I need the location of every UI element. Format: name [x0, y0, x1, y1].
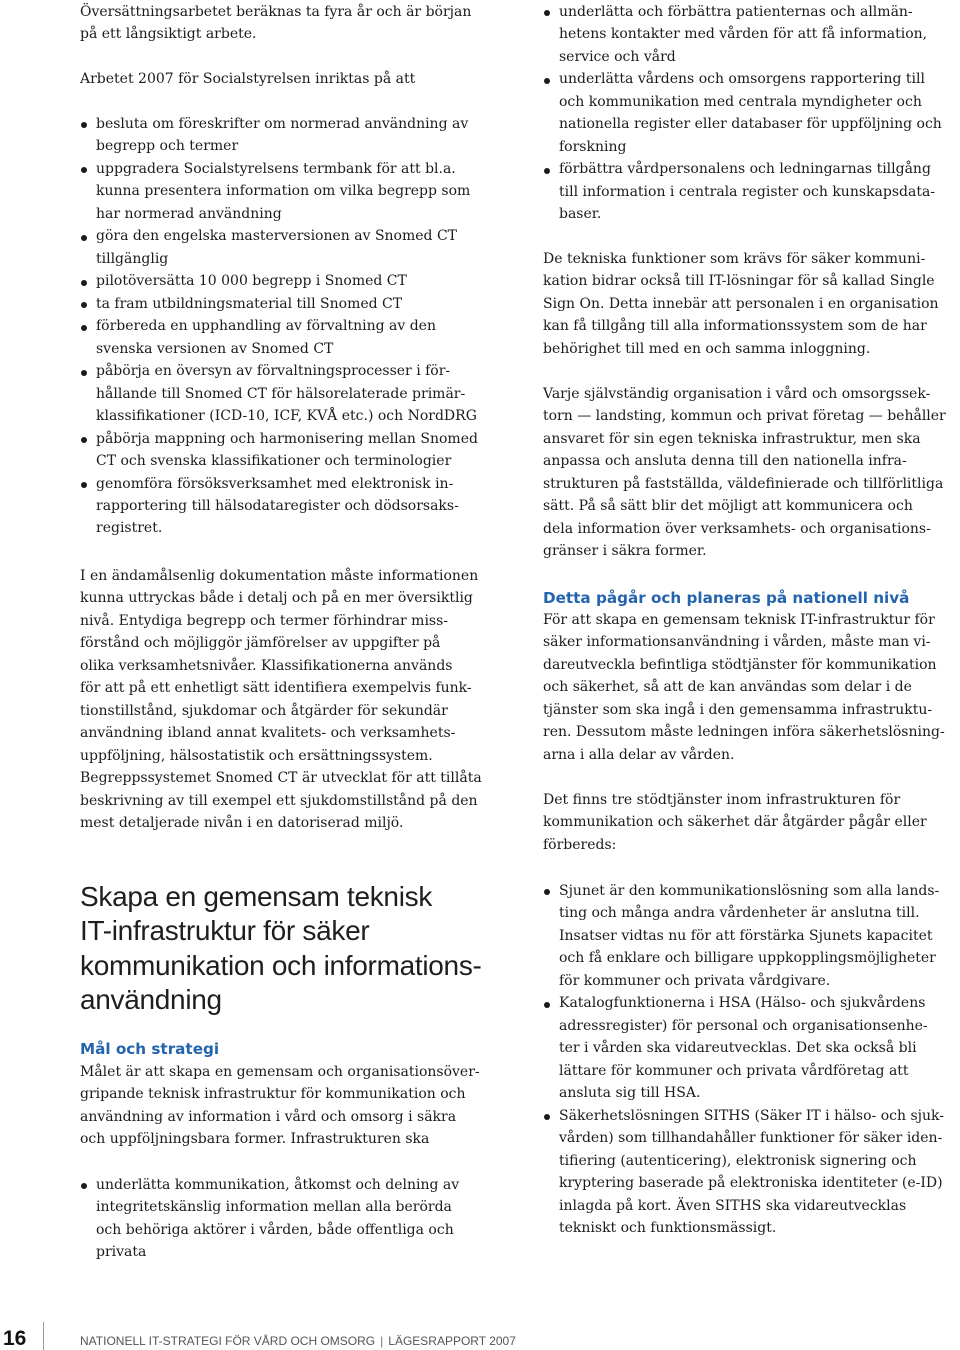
text-line: nationella register eller databaser för uppföljning och: [559, 116, 942, 133]
text-line: Sign On. Detta innebär att personalen i en organisation: [543, 295, 939, 312]
bullet-item: [543, 1105, 944, 1240]
text-line: besluta om föreskrifter om normerad användning av: [96, 116, 469, 132]
text-line: på ett långsiktigt arbete.: [80, 26, 257, 43]
bullet-item: [80, 473, 478, 540]
national-work-paragraph: [543, 609, 945, 766]
goals-bullet-list: [80, 1174, 459, 1264]
text-line: kommunikation och säkerhet där åtgärder pågår eller: [543, 814, 927, 831]
bullet-item: [80, 315, 478, 360]
text-line: registret.: [96, 520, 163, 537]
running-footer: [80, 1334, 516, 1348]
footer-separator: |: [380, 1334, 384, 1348]
bullet-item: [80, 360, 478, 427]
text-line: service och vård: [559, 48, 676, 65]
bullet-icon: [81, 235, 87, 241]
text-line: sätt. På så sätt blir det möjligt att kommunicera och: [543, 498, 913, 515]
text-line: Sjunet är den kommunikationslösning som alla lands-: [559, 883, 940, 899]
text-line: IT-infrastruktur för säker: [80, 915, 370, 947]
bullet-icon: [544, 10, 550, 16]
text-line: uppföljning, hälsostatistik och ersättningssystem.: [80, 747, 433, 764]
text-line: ren. Dessutom måste ledningen införa säkerhetslösning-: [543, 724, 945, 741]
text-line: förbereds:: [543, 836, 617, 853]
text-line: arna i alla delar av vården.: [543, 746, 735, 763]
text-line: användning: [80, 983, 222, 1015]
subheading-national-work: Detta pågår och planeras på nationell nivå: [543, 589, 910, 607]
text-line: hållande till Snomed CT för hälsorelaterade primär-: [96, 385, 466, 402]
text-line: vården) som tillhandahåller funktioner för säker iden-: [559, 1130, 943, 1147]
text-line: och säkerhet, så att de kan användas som delar i de: [543, 679, 912, 696]
bullet-item: [543, 1, 942, 68]
text-line: integritetskänslig information mellan alla berörda: [96, 1199, 452, 1216]
text-line: strukturen på fastställda, väldefinierade och tillförlitliga: [543, 475, 944, 492]
text-line: lättare för kommuner och privata vårdföretag att: [559, 1062, 909, 1079]
organisations-paragraph: [543, 383, 946, 563]
bullet-icon: [544, 78, 550, 84]
text-line: tjänster som ska ingå i den gemensamma infrastruktu-: [543, 701, 933, 718]
bullet-item: [543, 68, 942, 158]
text-line: dela information över verksamhets- och organisations-: [543, 520, 931, 537]
text-line: Begreppssystemet Snomed CT är utvecklat för att tillåta: [80, 770, 482, 787]
text-line: användning ibland annat kvalitets- och verksamhets-: [80, 725, 456, 742]
text-line: uppgradera Socialstyrelsens termbank för att bl.a.: [96, 160, 456, 177]
bullet-item: [80, 270, 478, 292]
text-line: förbereda en upphandling av förvaltning av den: [96, 318, 436, 335]
text-line: användning av information i vård och omsorg i säkra: [80, 1108, 457, 1125]
text-line: anpassa och ansluta denna till den nationella infra-: [543, 453, 907, 470]
text-line: tifiering (autenticering), elektronisk signering och: [559, 1152, 917, 1169]
text-line: klassifikationer (ICD-10, ICF, KVÅ etc.) och NordDRG: [96, 408, 477, 425]
report-name: LÄGESRAPPORT 2007: [388, 1334, 516, 1348]
bullet-item: [80, 225, 478, 270]
publication-title: NATIONELL IT-STRATEGI FÖR VÅRD OCH OMSORG: [80, 1334, 376, 1348]
intro-paragraph: [80, 1, 471, 46]
documentation-paragraph: [80, 565, 482, 835]
bullet-icon: [544, 889, 550, 895]
support-services-lead: [543, 789, 927, 856]
goals-bullet-list-continued: [543, 1, 942, 226]
text-line: Målet är att skapa en gemensam och organisationsöver-: [80, 1064, 480, 1080]
single-sign-on-paragraph: [543, 248, 939, 360]
text-line: svenska versionen av Snomed CT: [96, 340, 334, 357]
text-line: privata: [96, 1244, 147, 1261]
text-line: torn — landsting, kommun och privat företag — behåller: [543, 408, 946, 425]
bullet-icon: [81, 122, 87, 128]
text-line: förstånd och möjliggör jämförelser av uppgifter på: [80, 635, 441, 652]
text-line: och få enklare och billigare uppkopplingsmöjligheter: [559, 950, 936, 967]
text-line: adressregister) för personal och organisationsenhe-: [559, 1017, 928, 1034]
right-column: [543, 0, 957, 1300]
text-line: baser.: [559, 206, 602, 223]
text-line: kryptering baserade på elektroniska identiteter (e-ID): [559, 1175, 943, 1192]
bullet-icon: [544, 1114, 550, 1120]
text-line: underlätta kommunikation, åtkomst och delning av: [96, 1177, 460, 1193]
text-line: underlätta vårdens och omsorgens rapportering till: [559, 71, 925, 88]
text-line: Skapa en gemensam teknisk: [80, 881, 433, 912]
bullet-item: [543, 992, 944, 1104]
section-title: [80, 880, 482, 1017]
text-line: dareutveckla befintliga stödtjänster för kommunikation: [543, 656, 937, 673]
text-line: ter i vården ska vidareutvecklas. Det ska också bli: [559, 1040, 917, 1057]
footer-divider: [43, 1322, 44, 1350]
text-line: kan få tillgång till alla informationssystem som de har: [543, 318, 927, 335]
text-line: I en ändamålsenlig dokumentation måste informationen: [80, 568, 479, 584]
text-line: genomföra försöksverksamhet med elektronisk in-: [96, 475, 454, 492]
text-line: påbörja en översyn av förvaltningsprocesser i för-: [96, 363, 451, 380]
bullet-item: [543, 158, 942, 225]
text-line: tekniskt och funktionsmässigt.: [559, 1220, 777, 1237]
text-line: gränser i säkra former.: [543, 543, 707, 560]
text-line: förbättra vårdpersonalens och ledningarnas tillgång: [559, 161, 931, 178]
bullet-icon: [81, 302, 87, 308]
bullet-icon: [544, 1002, 550, 1008]
text-line: inlagda på kort. Även SITHS ska vidareutvecklas: [559, 1197, 907, 1214]
text-line: ta fram utbildningsmaterial till Snomed CT: [96, 295, 403, 312]
text-line: För att skapa en gemensam teknisk IT-infrastruktur för: [543, 612, 935, 628]
text-line: för att på ett enhetligt sätt identifiera exempelvis funk-: [80, 680, 472, 697]
text-line: ansluta sig till HSA.: [559, 1085, 701, 1102]
text-line: för kommuner och privata vårdgivare.: [559, 972, 831, 989]
text-line: Översättningsarbetet beräknas ta fyra år och är början: [80, 4, 472, 20]
bullet-item: [80, 113, 478, 158]
text-line: forskning: [559, 138, 627, 155]
lead-paragraph: [80, 68, 415, 90]
text-line: De tekniska funktioner som krävs för säker kommuni-: [543, 251, 926, 267]
bullet-item: [543, 880, 944, 992]
text-line: göra den engelska masterversionen av Snomed CT: [96, 228, 458, 245]
page-footer: [0, 1318, 960, 1350]
text-line: ansvaret för sin egen tekniska infrastruktur, men ska: [543, 430, 921, 447]
bullet-icon: [544, 168, 550, 174]
text-line: säker informationsanvändning i vården, måste man vi-: [543, 634, 931, 651]
text-line: Varje självständig organisation i vård och omsorgssek-: [543, 386, 931, 402]
text-line: och kommunikation med centrala myndigheter och: [559, 93, 922, 110]
text-line: till information i centrala register och kunskapsdata-: [559, 183, 936, 200]
text-line: Säkerhetslösningen SITHS (Säker IT i hälso- och sjuk-: [559, 1107, 944, 1124]
text-line: och uppföljningsbara former. Infrastrukturen ska: [80, 1131, 430, 1148]
bullet-icon: [81, 325, 87, 331]
text-line: Det finns tre stödtjänster inom infrastrukturen för: [543, 792, 901, 808]
text-line: hetens kontakter med vården för att få information,: [559, 26, 928, 43]
text-line: CT och svenska klassifikationer och terminologier: [96, 453, 452, 470]
bullet-item: [80, 158, 478, 225]
text-line: Insatser vidtas nu för att förstärka Sjunets kapacitet: [559, 927, 933, 944]
text-line: Katalogfunktionerna i HSA (Hälso- och sjukvårdens: [559, 995, 926, 1012]
text-line: kunna uttryckas både i detalj och på en mer översiktlig: [80, 590, 473, 607]
bullet-icon: [81, 280, 87, 286]
text-line: gripande teknisk infrastruktur för kommunikation och: [80, 1086, 466, 1103]
left-column: [80, 0, 496, 1300]
text-line: och behöriga aktörer i vården, både offentliga och: [96, 1221, 454, 1238]
bullet-icon: [81, 370, 87, 376]
bullet-item: [80, 1174, 459, 1264]
support-services-bullet-list: [543, 880, 944, 1240]
text-line: beskrivning av till exempel ett sjukdomstillstånd på den: [80, 792, 478, 809]
text-line: påbörja mappning och harmonisering mellan Snomed: [96, 430, 478, 447]
text-line: kation bidrar också till IT-lösningar för så kallad Single: [543, 273, 935, 290]
bullet-icon: [81, 1183, 87, 1189]
text-line: har normerad användning: [96, 205, 282, 222]
text-line: underlätta och förbättra patienternas och allmän-: [559, 4, 913, 20]
text-line: nivå. Entydiga begrepp och termer förhindrar miss-: [80, 612, 449, 629]
bullet-item: [80, 293, 478, 315]
text-line: olika verksamhetsnivåer. Klassifikationerna används: [80, 657, 453, 674]
bullet-icon: [81, 437, 87, 443]
text-line: rapportering till hälsodataregister och dödsorsaks-: [96, 497, 459, 514]
text-line: tillgänglig: [96, 250, 169, 267]
task-bullet-list: [80, 113, 478, 540]
bullet-item: [80, 428, 478, 473]
goals-paragraph: [80, 1061, 480, 1151]
text-line: kommunikation och informations-: [80, 949, 482, 981]
bullet-icon: [81, 482, 87, 488]
text-line: kunna presentera information om vilka begrepp som: [96, 183, 471, 200]
text-line: tionstillstånd, sjukdomar och åtgärder för sekundär: [80, 702, 448, 719]
text-line: begrepp och termer: [96, 138, 239, 155]
text-line: pilotöversätta 10 000 begrepp i Snomed CT: [96, 273, 407, 290]
text-line: Arbetet 2007 för Socialstyrelsen inriktas på att: [80, 71, 416, 87]
text-line: ting och många andra vårdenheter är anslutna till.: [559, 905, 920, 922]
text-line: behörighet till med en och samma inloggning.: [543, 340, 871, 357]
page-number: 16: [3, 1327, 27, 1350]
text-line: mest detaljerade nivån i en datoriserad miljö.: [80, 815, 404, 832]
bullet-icon: [81, 167, 87, 173]
subheading-goals: Mål och strategi: [80, 1040, 220, 1058]
